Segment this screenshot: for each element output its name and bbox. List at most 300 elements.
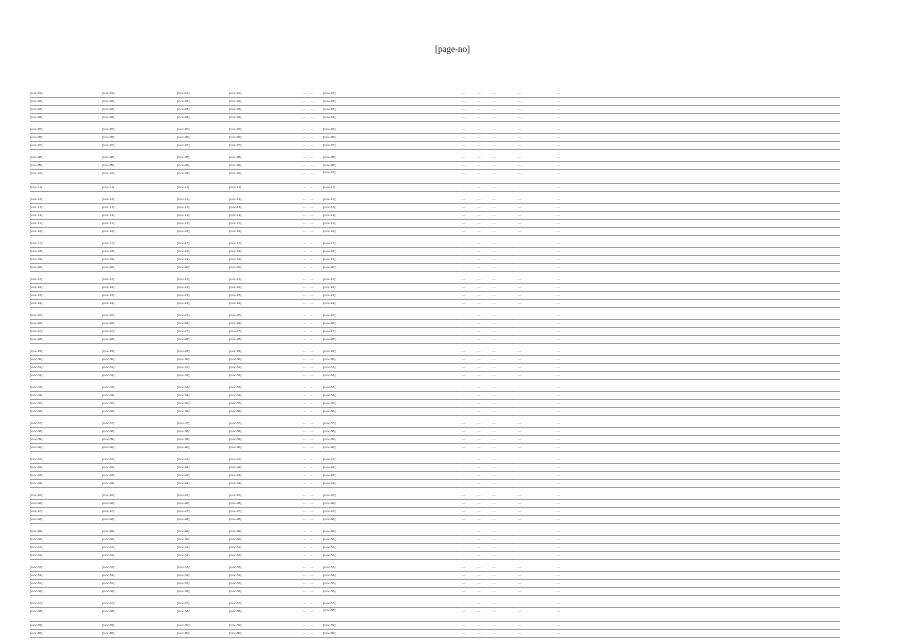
cell-finish: — xyxy=(518,481,522,485)
cell-settlement: [row-14] xyxy=(102,213,115,217)
cell-municipality: [row-19] xyxy=(30,257,43,261)
cell-built: — xyxy=(310,437,314,441)
cell-settlement: [row-57] xyxy=(102,601,115,605)
cell-work: [row-51] xyxy=(323,545,336,549)
cell-work: [row-04] xyxy=(323,115,336,119)
table-row xyxy=(30,98,840,106)
cell-street: [row-06] xyxy=(229,135,242,139)
cell-total: — xyxy=(556,329,560,333)
cell-street: [row-07] xyxy=(229,143,242,147)
cell-finish: — xyxy=(518,277,522,281)
cell-city: [row-27] xyxy=(177,329,190,333)
cell-street: [row-04] xyxy=(229,115,242,119)
cell-start: — xyxy=(492,249,496,253)
cell-start: — xyxy=(492,509,496,513)
cell-form: — xyxy=(477,337,481,341)
cell-form: — xyxy=(477,99,481,103)
cell-city: [row-15] xyxy=(177,221,190,225)
cell-total: — xyxy=(556,401,560,405)
cell-finish: — xyxy=(518,631,522,635)
cell-built: — xyxy=(310,185,314,189)
cell-start: — xyxy=(492,197,496,201)
cell-built: — xyxy=(310,213,314,217)
cell-plan: — xyxy=(462,301,466,305)
cell-plan: — xyxy=(462,537,466,541)
table-row xyxy=(30,392,840,400)
cell-work: [row-01] xyxy=(323,91,336,95)
cell-municipality: [row-30] xyxy=(30,357,43,361)
cell-settlement: [row-01] xyxy=(102,91,115,95)
cell-settlement: [row-05] xyxy=(102,127,115,131)
cell-finish: — xyxy=(518,321,522,325)
cell-built: — xyxy=(310,553,314,557)
cell-finish: — xyxy=(518,135,522,139)
cell-street: [row-50] xyxy=(229,537,242,541)
cell-house: — xyxy=(302,115,306,119)
cell-house: — xyxy=(302,545,306,549)
cell-settlement: [row-31] xyxy=(102,365,115,369)
cell-work: [row-15] xyxy=(323,221,336,225)
cell-total: — xyxy=(556,277,560,281)
table-row xyxy=(30,336,840,344)
cell-built: — xyxy=(310,221,314,225)
table-row xyxy=(30,300,840,308)
cell-plan: — xyxy=(462,241,466,245)
table-row xyxy=(30,572,840,580)
table-row xyxy=(30,264,840,272)
cell-house: — xyxy=(302,373,306,377)
cell-built: — xyxy=(310,421,314,425)
cell-work: [row-23] xyxy=(323,293,336,297)
cell-built: — xyxy=(310,481,314,485)
cell-total: — xyxy=(556,553,560,557)
cell-city: [row-23] xyxy=(177,293,190,297)
table-row xyxy=(30,400,840,408)
cell-house: — xyxy=(302,481,306,485)
cell-work: [row-30] xyxy=(323,357,336,361)
cell-work: [row-13] xyxy=(323,205,336,209)
cell-work: [row-58] xyxy=(323,608,336,612)
cell-settlement: [row-36] xyxy=(102,409,115,413)
cell-work: [row-44] xyxy=(323,481,336,485)
cell-house: — xyxy=(302,573,306,577)
cell-city: [row-38] xyxy=(177,429,190,433)
cell-city: [row-34] xyxy=(177,393,190,397)
cell-city: [row-44] xyxy=(177,481,190,485)
cell-form: — xyxy=(477,277,481,281)
table-row xyxy=(30,436,840,444)
cell-work: [row-36] xyxy=(323,409,336,413)
cell-settlement: [row-15] xyxy=(102,221,115,225)
table-row xyxy=(30,364,840,372)
cell-start: — xyxy=(492,457,496,461)
cell-city: [row-53] xyxy=(177,565,190,569)
cell-total: — xyxy=(556,221,560,225)
cell-street: [row-24] xyxy=(229,301,242,305)
cell-plan: — xyxy=(462,457,466,461)
cell-settlement: [row-60] xyxy=(102,631,115,635)
cell-form: — xyxy=(477,517,481,521)
cell-municipality: [row-28] xyxy=(30,337,43,341)
cell-plan: — xyxy=(462,589,466,593)
cell-finish: — xyxy=(518,385,522,389)
cell-built: — xyxy=(310,473,314,477)
cell-start: — xyxy=(492,357,496,361)
table-row xyxy=(30,564,840,572)
table-row xyxy=(30,276,840,284)
cell-work: [row-46] xyxy=(323,501,336,505)
cell-house: — xyxy=(302,321,306,325)
cell-settlement: [row-48] xyxy=(102,517,115,521)
cell-total: — xyxy=(556,501,560,505)
table-row xyxy=(30,248,840,256)
cell-settlement: [row-10] xyxy=(102,171,115,175)
cell-total: — xyxy=(556,301,560,305)
cell-work: [row-11] xyxy=(323,185,336,189)
cell-street: [row-12] xyxy=(229,197,242,201)
table-row xyxy=(30,220,840,228)
cell-work: [row-28] xyxy=(323,337,336,341)
cell-street: [row-14] xyxy=(229,213,242,217)
table-row xyxy=(30,622,840,630)
cell-start: — xyxy=(492,445,496,449)
cell-street: [row-18] xyxy=(229,249,242,253)
cell-settlement: [row-27] xyxy=(102,329,115,333)
cell-total: — xyxy=(556,545,560,549)
cell-plan: — xyxy=(462,623,466,627)
cell-finish: — xyxy=(518,163,522,167)
cell-municipality: [row-05] xyxy=(30,127,43,131)
cell-work: [row-55] xyxy=(323,581,336,585)
cell-total: — xyxy=(556,437,560,441)
table-row xyxy=(30,90,840,98)
cell-plan: — xyxy=(462,91,466,95)
cell-form: — xyxy=(477,127,481,131)
cell-municipality: [row-12] xyxy=(30,197,43,201)
cell-work: [row-20] xyxy=(323,265,336,269)
cell-municipality: [row-22] xyxy=(30,285,43,289)
cell-municipality: [row-54] xyxy=(30,573,43,577)
cell-start: — xyxy=(492,529,496,533)
cell-settlement: [row-34] xyxy=(102,393,115,397)
table-row xyxy=(30,600,840,608)
cell-finish: — xyxy=(518,221,522,225)
cell-city: [row-10] xyxy=(177,171,190,175)
cell-settlement: [row-03] xyxy=(102,107,115,111)
cell-plan: — xyxy=(462,509,466,513)
table-row xyxy=(30,580,840,588)
cell-house: — xyxy=(302,393,306,397)
cell-form: — xyxy=(477,135,481,139)
cell-settlement: [row-50] xyxy=(102,537,115,541)
cell-settlement: [row-07] xyxy=(102,143,115,147)
cell-form: — xyxy=(477,589,481,593)
cell-built: — xyxy=(310,465,314,469)
cell-start: — xyxy=(492,537,496,541)
cell-finish: — xyxy=(518,249,522,253)
cell-city: [row-50] xyxy=(177,537,190,541)
cell-house: — xyxy=(302,493,306,497)
cell-start: — xyxy=(492,329,496,333)
cell-plan: — xyxy=(462,357,466,361)
cell-start: — xyxy=(492,337,496,341)
cell-form: — xyxy=(477,107,481,111)
table-row xyxy=(30,204,840,212)
cell-city: [row-36] xyxy=(177,409,190,413)
cell-municipality: [row-10] xyxy=(30,171,43,175)
cell-plan: — xyxy=(462,445,466,449)
cell-house: — xyxy=(302,401,306,405)
cell-built: — xyxy=(310,631,314,635)
cell-start: — xyxy=(492,321,496,325)
cell-street: [row-09] xyxy=(229,163,242,167)
cell-municipality: [row-23] xyxy=(30,293,43,297)
table-row xyxy=(30,408,840,416)
cell-plan: — xyxy=(462,249,466,253)
cell-municipality: [row-34] xyxy=(30,393,43,397)
cell-street: [row-08] xyxy=(229,155,242,159)
cell-finish: — xyxy=(518,213,522,217)
cell-finish: — xyxy=(518,457,522,461)
cell-finish: — xyxy=(518,241,522,245)
cell-start: — xyxy=(492,623,496,627)
cell-city: [row-21] xyxy=(177,277,190,281)
cell-total: — xyxy=(556,135,560,139)
cell-built: — xyxy=(310,509,314,513)
cell-built: — xyxy=(310,373,314,377)
cell-built: — xyxy=(310,457,314,461)
cell-street: [row-41] xyxy=(229,457,242,461)
cell-work: [row-26] xyxy=(323,321,336,325)
cell-finish: — xyxy=(518,545,522,549)
cell-street: [row-44] xyxy=(229,481,242,485)
cell-finish: — xyxy=(518,155,522,159)
cell-form: — xyxy=(477,229,481,233)
cell-street: [row-21] xyxy=(229,277,242,281)
cell-city: [row-48] xyxy=(177,517,190,521)
table-row xyxy=(30,528,840,536)
cell-built: — xyxy=(310,321,314,325)
cell-built: — xyxy=(310,163,314,167)
cell-work: [row-37] xyxy=(323,421,336,425)
cell-municipality: [row-52] xyxy=(30,553,43,557)
cell-street: [row-23] xyxy=(229,293,242,297)
cell-municipality: [row-25] xyxy=(30,313,43,317)
cell-total: — xyxy=(556,393,560,397)
cell-city: [row-41] xyxy=(177,457,190,461)
cell-municipality: [row-60] xyxy=(30,631,43,635)
cell-street: [row-55] xyxy=(229,581,242,585)
cell-work: [row-07] xyxy=(323,143,336,147)
cell-street: [row-58] xyxy=(229,609,242,613)
cell-settlement: [row-16] xyxy=(102,229,115,233)
cell-form: — xyxy=(477,481,481,485)
table-row xyxy=(30,228,840,236)
cell-form: — xyxy=(477,429,481,433)
cell-municipality: [row-36] xyxy=(30,409,43,413)
cell-work: [row-32] xyxy=(323,373,336,377)
cell-start: — xyxy=(492,545,496,549)
cell-total: — xyxy=(556,349,560,353)
cell-house: — xyxy=(302,623,306,627)
cell-plan: — xyxy=(462,185,466,189)
cell-city: [row-04] xyxy=(177,115,190,119)
cell-total: — xyxy=(556,107,560,111)
cell-municipality: [row-45] xyxy=(30,493,43,497)
cell-finish: — xyxy=(518,357,522,361)
cell-form: — xyxy=(477,115,481,119)
cell-total: — xyxy=(556,197,560,201)
cell-plan: — xyxy=(462,545,466,549)
cell-city: [row-05] xyxy=(177,127,190,131)
cell-plan: — xyxy=(462,573,466,577)
cell-street: [row-48] xyxy=(229,517,242,521)
cell-house: — xyxy=(302,99,306,103)
cell-municipality: [row-15] xyxy=(30,221,43,225)
cell-house: — xyxy=(302,301,306,305)
cell-plan: — xyxy=(462,385,466,389)
cell-start: — xyxy=(492,155,496,159)
cell-plan: — xyxy=(462,609,466,613)
cell-city: [row-01] xyxy=(177,91,190,95)
cell-plan: — xyxy=(462,501,466,505)
cell-work: [row-14] xyxy=(323,213,336,217)
cell-plan: — xyxy=(462,437,466,441)
cell-form: — xyxy=(477,401,481,405)
cell-form: — xyxy=(477,163,481,167)
cell-form: — xyxy=(477,445,481,449)
cell-plan: — xyxy=(462,581,466,585)
cell-finish: — xyxy=(518,473,522,477)
cell-start: — xyxy=(492,601,496,605)
cell-street: [row-30] xyxy=(229,357,242,361)
cell-built: — xyxy=(310,545,314,549)
cell-plan: — xyxy=(462,135,466,139)
cell-municipality: [row-38] xyxy=(30,429,43,433)
cell-settlement: [row-54] xyxy=(102,573,115,577)
cell-finish: — xyxy=(518,565,522,569)
cell-plan: — xyxy=(462,143,466,147)
cell-form: — xyxy=(477,155,481,159)
cell-work: [row-18] xyxy=(323,249,336,253)
cell-form: — xyxy=(477,293,481,297)
cell-built: — xyxy=(310,135,314,139)
table-row xyxy=(30,516,840,524)
cell-settlement: [row-09] xyxy=(102,163,115,167)
cell-city: [row-39] xyxy=(177,437,190,441)
cell-city: [row-29] xyxy=(177,349,190,353)
cell-house: — xyxy=(302,589,306,593)
cell-house: — xyxy=(302,457,306,461)
cell-total: — xyxy=(556,285,560,289)
cell-form: — xyxy=(477,365,481,369)
cell-plan: — xyxy=(462,401,466,405)
table-row xyxy=(30,114,840,122)
cell-settlement: [row-43] xyxy=(102,473,115,477)
cell-total: — xyxy=(556,265,560,269)
table-row xyxy=(30,184,840,192)
cell-form: — xyxy=(477,421,481,425)
cell-city: [row-13] xyxy=(177,205,190,209)
cell-plan: — xyxy=(462,473,466,477)
cell-plan: — xyxy=(462,409,466,413)
cell-house: — xyxy=(302,337,306,341)
table-row xyxy=(30,630,840,638)
cell-municipality: [row-26] xyxy=(30,321,43,325)
cell-city: [row-58] xyxy=(177,609,190,613)
cell-start: — xyxy=(492,365,496,369)
cell-finish: — xyxy=(518,143,522,147)
cell-settlement: [row-21] xyxy=(102,277,115,281)
cell-start: — xyxy=(492,581,496,585)
cell-plan: — xyxy=(462,285,466,289)
cell-house: — xyxy=(302,365,306,369)
table-row xyxy=(30,142,840,150)
cell-street: [row-15] xyxy=(229,221,242,225)
cell-start: — xyxy=(492,185,496,189)
cell-city: [row-12] xyxy=(177,197,190,201)
cell-form: — xyxy=(477,301,481,305)
cell-total: — xyxy=(556,529,560,533)
cell-total: — xyxy=(556,565,560,569)
cell-work: [row-10] xyxy=(323,170,336,174)
cell-form: — xyxy=(477,329,481,333)
cell-municipality: [row-02] xyxy=(30,99,43,103)
cell-house: — xyxy=(302,221,306,225)
table-row xyxy=(30,134,840,142)
cell-total: — xyxy=(556,457,560,461)
cell-finish: — xyxy=(518,205,522,209)
cell-total: — xyxy=(556,623,560,627)
cell-form: — xyxy=(477,581,481,585)
cell-built: — xyxy=(310,329,314,333)
cell-municipality: [row-13] xyxy=(30,205,43,209)
cell-finish: — xyxy=(518,501,522,505)
cell-total: — xyxy=(556,409,560,413)
cell-finish: — xyxy=(518,293,522,297)
cell-total: — xyxy=(556,171,560,175)
cell-built: — xyxy=(310,293,314,297)
cell-settlement: [row-44] xyxy=(102,481,115,485)
table-row xyxy=(30,356,840,364)
cell-house: — xyxy=(302,277,306,281)
cell-total: — xyxy=(556,249,560,253)
cell-work: [row-09] xyxy=(323,163,336,167)
cell-street: [row-28] xyxy=(229,337,242,341)
cell-finish: — xyxy=(518,365,522,369)
cell-built: — xyxy=(310,581,314,585)
cell-start: — xyxy=(492,493,496,497)
cell-municipality: [row-21] xyxy=(30,277,43,281)
cell-municipality: [row-17] xyxy=(30,241,43,245)
cell-plan: — xyxy=(462,393,466,397)
cell-built: — xyxy=(310,601,314,605)
cell-municipality: [row-09] xyxy=(30,163,43,167)
cell-street: [row-54] xyxy=(229,573,242,577)
cell-built: — xyxy=(310,365,314,369)
cell-built: — xyxy=(310,249,314,253)
cell-city: [row-35] xyxy=(177,401,190,405)
cell-start: — xyxy=(492,293,496,297)
cell-finish: — xyxy=(518,529,522,533)
cell-plan: — xyxy=(462,517,466,521)
cell-municipality: [row-53] xyxy=(30,565,43,569)
table-row xyxy=(30,552,840,560)
cell-form: — xyxy=(477,553,481,557)
cell-street: [row-49] xyxy=(229,529,242,533)
cell-start: — xyxy=(492,553,496,557)
cell-total: — xyxy=(556,445,560,449)
